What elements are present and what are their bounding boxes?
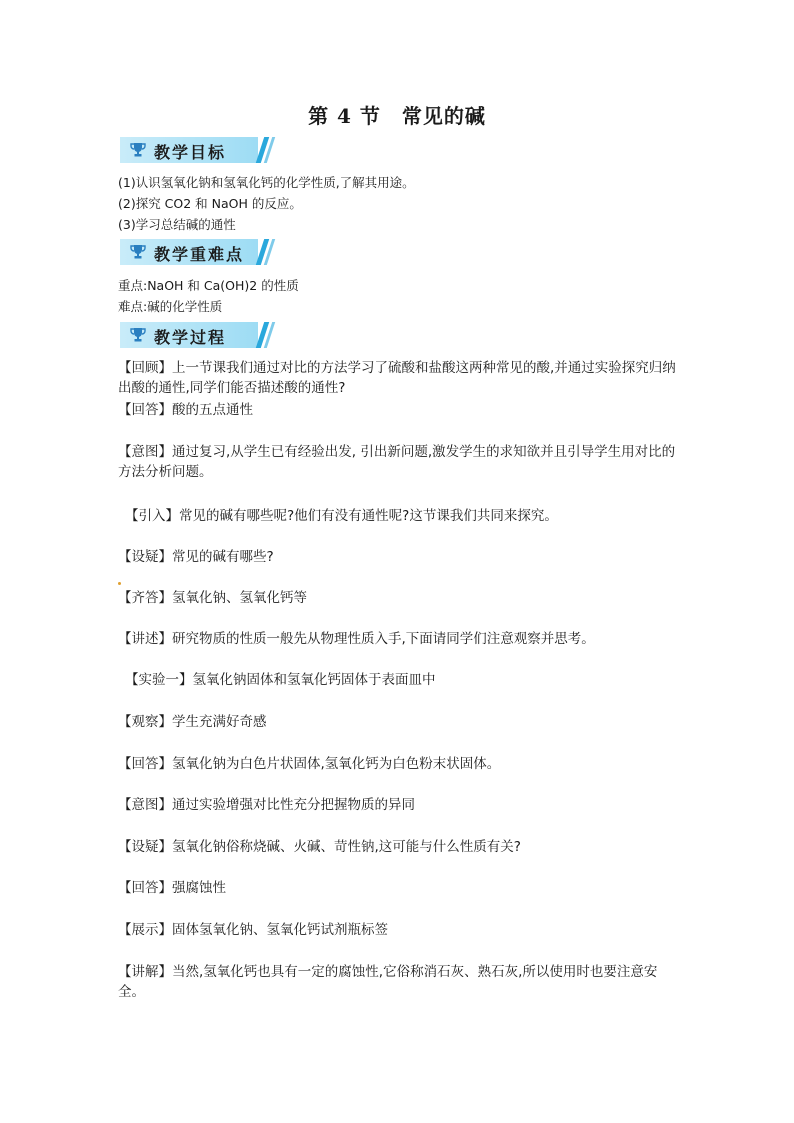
process-paragraph: 【观察】学生充满好奇感 xyxy=(118,714,267,730)
process-paragraph: 【设疑】常见的碱有哪些? xyxy=(118,549,274,565)
stray-mark xyxy=(118,582,121,585)
process-paragraph: 【设疑】氢氧化钠俗称烧碱、火碱、苛性钠,这可能与什么性质有关? xyxy=(118,839,521,855)
trophy-icon xyxy=(130,142,146,158)
process-paragraph: 【引入】常见的碱有哪些呢?他们有没有通性呢?这节课我们共同来探究。 xyxy=(125,508,558,524)
process-paragraph: 【回答】氢氧化钠为白色片状固体,氢氧化钙为白色粉末状固体。 xyxy=(118,756,501,772)
process-paragraph: 【齐答】氢氧化钠、氢氧化钙等 xyxy=(118,590,307,606)
process-paragraph: 【意图】通过实验增强对比性充分把握物质的异同 xyxy=(118,797,415,813)
process-paragraph: 【实验一】氢氧化钠固体和氢氧化钙固体于表面皿中 xyxy=(125,672,436,688)
objective-item: (2)探究 CO2 和 NaOH 的反应。 xyxy=(118,196,302,211)
process-paragraph: 【意图】通过复习,从学生已有经验出发, 引出新问题,激发学生的求知欲并且引导学生用对比的方法分析问题。 xyxy=(118,444,676,480)
section-banner-process xyxy=(120,322,270,348)
objective-item: (1)认识氢氧化钠和氢氧化钙的化学性质,了解其用途。 xyxy=(118,175,415,190)
trophy-icon xyxy=(130,244,146,260)
section-heading: 教学过程 xyxy=(154,328,227,347)
trophy-icon xyxy=(130,327,146,343)
process-paragraph: 【回答】酸的五点通性 xyxy=(118,402,253,418)
process-paragraph: 【展示】固体氢氧化钠、氢氧化钙试剂瓶标签 xyxy=(118,922,388,938)
process-paragraph: 【讲述】研究物质的性质一般先从物理性质入手,下面请同学们注意观察并思考。 xyxy=(118,631,595,647)
section-heading: 教学目标 xyxy=(154,143,227,162)
process-paragraph: 【回顾】上一节课我们通过对比的方法学习了硫酸和盐酸这两种常见的酸,并通过实验探究归纳出酸的通性,同学们能否描述酸的通性? xyxy=(118,360,676,396)
process-paragraph: 【回答】强腐蚀性 xyxy=(118,880,226,896)
page-title: 第 4 节 常见的碱 xyxy=(308,104,486,128)
section-heading: 教学重难点 xyxy=(154,245,245,264)
section-banner-key-points xyxy=(120,239,270,265)
objective-item: (3)学习总结碱的通性 xyxy=(118,217,236,232)
key-point-item: 难点:碱的化学性质 xyxy=(118,299,223,314)
process-paragraph: 【讲解】当然,氢氧化钙也具有一定的腐蚀性,它俗称消石灰、熟石灰,所以使用时也要注意安全。 xyxy=(118,964,658,1000)
key-point-item: 重点:NaOH 和 Ca(OH)2 的性质 xyxy=(118,278,299,293)
section-banner-objectives xyxy=(120,137,270,163)
